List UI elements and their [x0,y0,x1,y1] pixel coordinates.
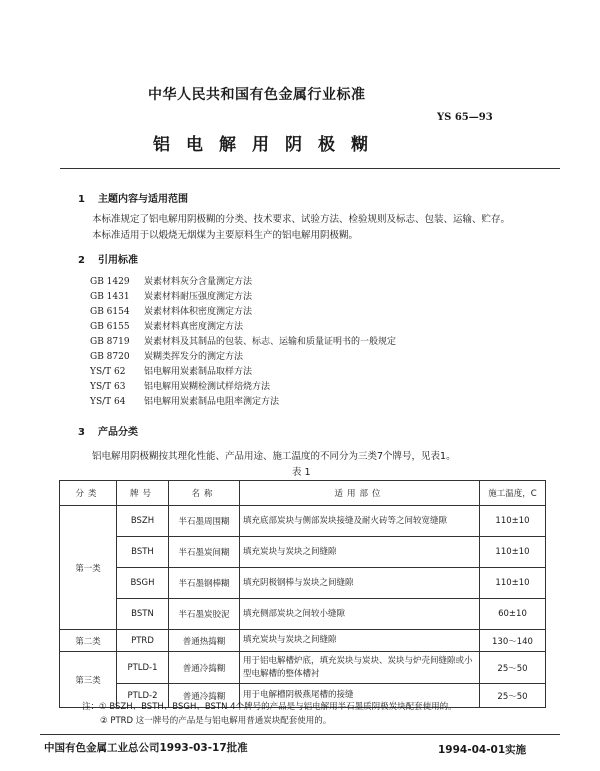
use-cell: 填充炭块与炭块之间缝隙 [240,537,480,568]
use-cell: 用于电解槽阴极燕尾槽的接缝 [240,684,480,708]
footer-rule [40,734,560,735]
classification-table [59,480,546,708]
reference-name: 炭素材料及其制品的包装、标志、运输和质量证明书的一般规定 [144,337,397,347]
temperature-cell: 110±10 [480,568,546,599]
grade-cell: PTRD [117,630,169,652]
grade-cell: PTLD-2 [117,684,169,708]
name-cell: 半石墨钢棒糊 [169,568,240,599]
reference-name: 炭素材料真密度测定方法 [144,322,244,332]
name-cell: 普通冷捣糊 [169,652,240,684]
reference-code: GB 8719 [90,337,130,347]
table-row [60,652,546,684]
section-1-para-2: 本标准适用于以煅烧无烟煤为主要原料生产的铝电解用阴极糊。 [92,230,359,241]
use-cell: 填充阴极钢棒与炭块之间缝隙 [240,568,480,599]
reference-item [90,305,252,320]
document-title: 铝电解用阴极糊 [153,135,384,155]
table-note-1: 注：① BSZH、BSTH、BSGH、BSTN 4个牌号的产品是与铝电解用半石墨质阴极炭块配套使用的。 [82,702,457,712]
section-3-title: 产品分类 [98,427,138,438]
category-cell: 第二类 [60,630,117,652]
reference-item [90,350,243,365]
table-header-row [60,481,546,506]
reference-code: GB 1429 [90,277,130,287]
header-grade: 牌号 [117,481,169,506]
table-row [60,568,546,599]
grade-cell: BSTH [117,537,169,568]
reference-name: 炭素材料灰分含量测定方法 [144,277,253,287]
reference-item [90,395,279,410]
table-caption: 表 1 [292,467,311,478]
org-title: 中华人民共和国有色金属行业标准 [148,87,366,103]
name-cell: 半石墨炭胶泥 [169,599,240,630]
use-cell: 用于铝电解槽炉底，填充炭块与炭块、炭块与炉壳间缝隙或小型电解槽的整体槽衬 [240,652,480,684]
reference-code: GB 8720 [90,352,130,362]
reference-item [90,320,243,335]
reference-item [90,365,252,380]
section-2-number: 2 [78,255,85,266]
reference-code: GB 6154 [90,307,130,317]
implementation-date: 1994-04-01实施 [438,744,527,756]
reference-name: 铝电解用炭素制品取样方法 [144,367,253,377]
approval-date: 中国有色金属工业总公司1993-03-17批准 [44,742,248,754]
grade-cell: PTLD-1 [117,652,169,684]
reference-item [90,380,270,395]
section-3-para: 铝电解用阴极糊按其理化性能、产品用途、施工温度的不同分为三类7个牌号，见表1。 [92,451,456,462]
table-row [60,630,546,652]
reference-code: YS/T 64 [90,397,126,407]
reference-name: 铝电解用炭素制品电阻率测定方法 [144,397,280,407]
temperature-cell: 60±10 [480,599,546,630]
name-cell: 半石墨周围糊 [169,506,240,537]
standard-number: YS 65—93 [437,112,493,123]
reference-name: 铝电解用炭糊检测试样焙烧方法 [144,382,271,392]
section-1-title: 主题内容与适用范围 [98,194,188,205]
header-name: 名称 [169,481,240,506]
use-cell: 填充侧部炭块之间较小缝隙 [240,599,480,630]
reference-code: GB 1431 [90,292,130,302]
reference-item [90,275,252,290]
reference-name: 炭素材料体积密度测定方法 [144,307,253,317]
use-cell: 填充底部炭块与侧部炭块接缝及耐火砖等之间较宽缝隙 [240,506,480,537]
table-note-2: ② PTRD 这一牌号的产品是与铝电解用普通炭块配套使用的。 [100,716,332,726]
category-cell: 第一类 [60,506,117,630]
section-3-heading [78,423,138,438]
header-category: 分类 [60,481,117,506]
section-1-number: 1 [78,194,85,205]
temperature-cell: 25～50 [480,652,546,684]
reference-item [90,335,396,350]
section-3-number: 3 [78,427,85,438]
header-rule [60,168,560,169]
temperature-cell: 25～50 [480,684,546,708]
name-cell: 普通热捣糊 [169,630,240,652]
reference-name: 炭素材料耐压强度测定方法 [144,292,253,302]
grade-cell: BSZH [117,506,169,537]
table-row [60,537,546,568]
reference-code: GB 6155 [90,322,130,332]
use-cell: 填充炭块与炭块之间缝隙 [240,630,480,652]
temperature-cell: 110±10 [480,506,546,537]
header-temperature: 施工温度，C [480,481,546,506]
name-cell: 半石墨炭间糊 [169,537,240,568]
grade-cell: BSGH [117,568,169,599]
temperature-cell: 130～140 [480,630,546,652]
grade-cell: BSTN [117,599,169,630]
reference-code: YS/T 63 [90,382,126,392]
category-cell: 第三类 [60,652,117,708]
reference-code: YS/T 62 [90,367,126,377]
section-2-heading [78,251,138,266]
name-cell: 普通冷捣糊 [169,684,240,708]
header-use: 适用部位 [240,481,480,506]
section-1-para-1: 本标准规定了铝电解用阴极糊的分类、技术要求、试验方法、检验规则及标志、包装、运输、贮存。 [92,214,511,225]
temperature-cell: 110±10 [480,537,546,568]
reference-item [90,290,252,305]
table-row [60,506,546,537]
reference-name: 炭糊类挥发分的测定方法 [144,352,244,362]
section-2-title: 引用标准 [98,255,138,266]
section-1-heading [78,190,188,205]
table-row [60,599,546,630]
